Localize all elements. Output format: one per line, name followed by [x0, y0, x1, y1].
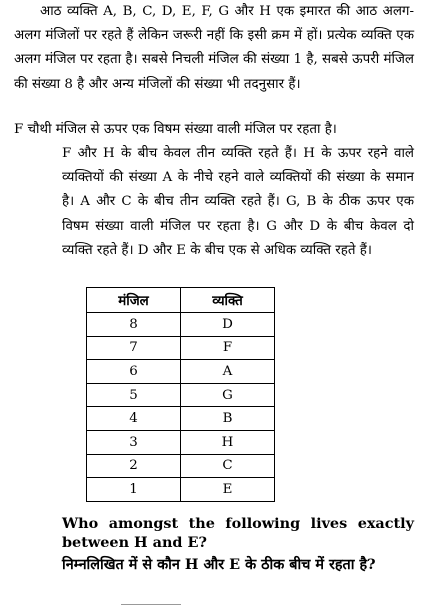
floor-cell: 1: [87, 478, 181, 502]
person-cell: E: [181, 478, 275, 502]
person-cell: G: [181, 383, 275, 407]
answer-options-edge: [121, 604, 181, 613]
person-cell: C: [181, 454, 275, 478]
header-floor: मंजिल: [87, 288, 181, 313]
table-row: [87, 383, 275, 407]
person-cell: D: [181, 313, 275, 337]
table-row: [87, 478, 275, 502]
table-row: [87, 336, 275, 360]
table-row: [87, 360, 275, 384]
person-cell: F: [181, 336, 275, 360]
table-body: [87, 313, 275, 502]
floor-cell: 6: [87, 360, 181, 384]
table-header-row: [87, 288, 275, 313]
floor-cell: 5: [87, 383, 181, 407]
question-hindi: निम्नलिखित में से कौन H और E के ठीक बीच में रहता है?: [62, 556, 376, 573]
table-row: [87, 407, 275, 431]
floor-cell: 7: [87, 336, 181, 360]
floor-cell: 4: [87, 407, 181, 431]
question-english: Who amongst the following lives exactly between H and E?: [62, 515, 414, 551]
person-cell: H: [181, 430, 275, 454]
table-row: [87, 430, 275, 454]
person-cell: B: [181, 407, 275, 431]
table-row: [87, 454, 275, 478]
conditions-paragraph: F और H के बीच केवल तीन व्यक्ति रहते हैं। H के ऊपर रहने वाले व्यक्तियों की संख्या A के नीचे रहने वाले व्यक्तियों की संख्या के समान है। A और C के बीच तीन व्यक्ति रहते हैं। G, B के ठीक ऊपर एक विषम संख्या वाली मंजिल पर रहता है। G और D के बीच केवल दो व्यक्ति रहते हैं। D और E के बीच एक से अधिक व्यक्ति रहते हैं।: [62, 146, 414, 258]
floor-table: [86, 287, 275, 502]
floor-cell: 3: [87, 430, 181, 454]
header-person: व्यक्ति: [181, 288, 275, 313]
condition-first-line: F चौथी मंजिल से ऊपर एक विषम संख्या वाली मंजिल पर रहता है।: [14, 122, 337, 137]
floor-cell: 8: [87, 313, 181, 337]
floor-cell: 2: [87, 454, 181, 478]
table-row: [87, 313, 275, 337]
person-cell: A: [181, 360, 275, 384]
intro-paragraph: आठ व्यक्ति A, B, C, D, E, F, G और H एक इमारत की आठ अलग-अलग मंजिलों पर रहते हैं लेकिन जरूरी नहीं कि इसी क्रम में हों। प्रत्येक व्यक्ति एक अलग मंजिल पर रहता है। सबसे निचली मंजिल की संख्या 1 है, सबसे ऊपरी मंजिल की संख्या 8 है और अन्य मंजिलों की संख्या भी तदनुसार हैं।: [14, 4, 414, 92]
